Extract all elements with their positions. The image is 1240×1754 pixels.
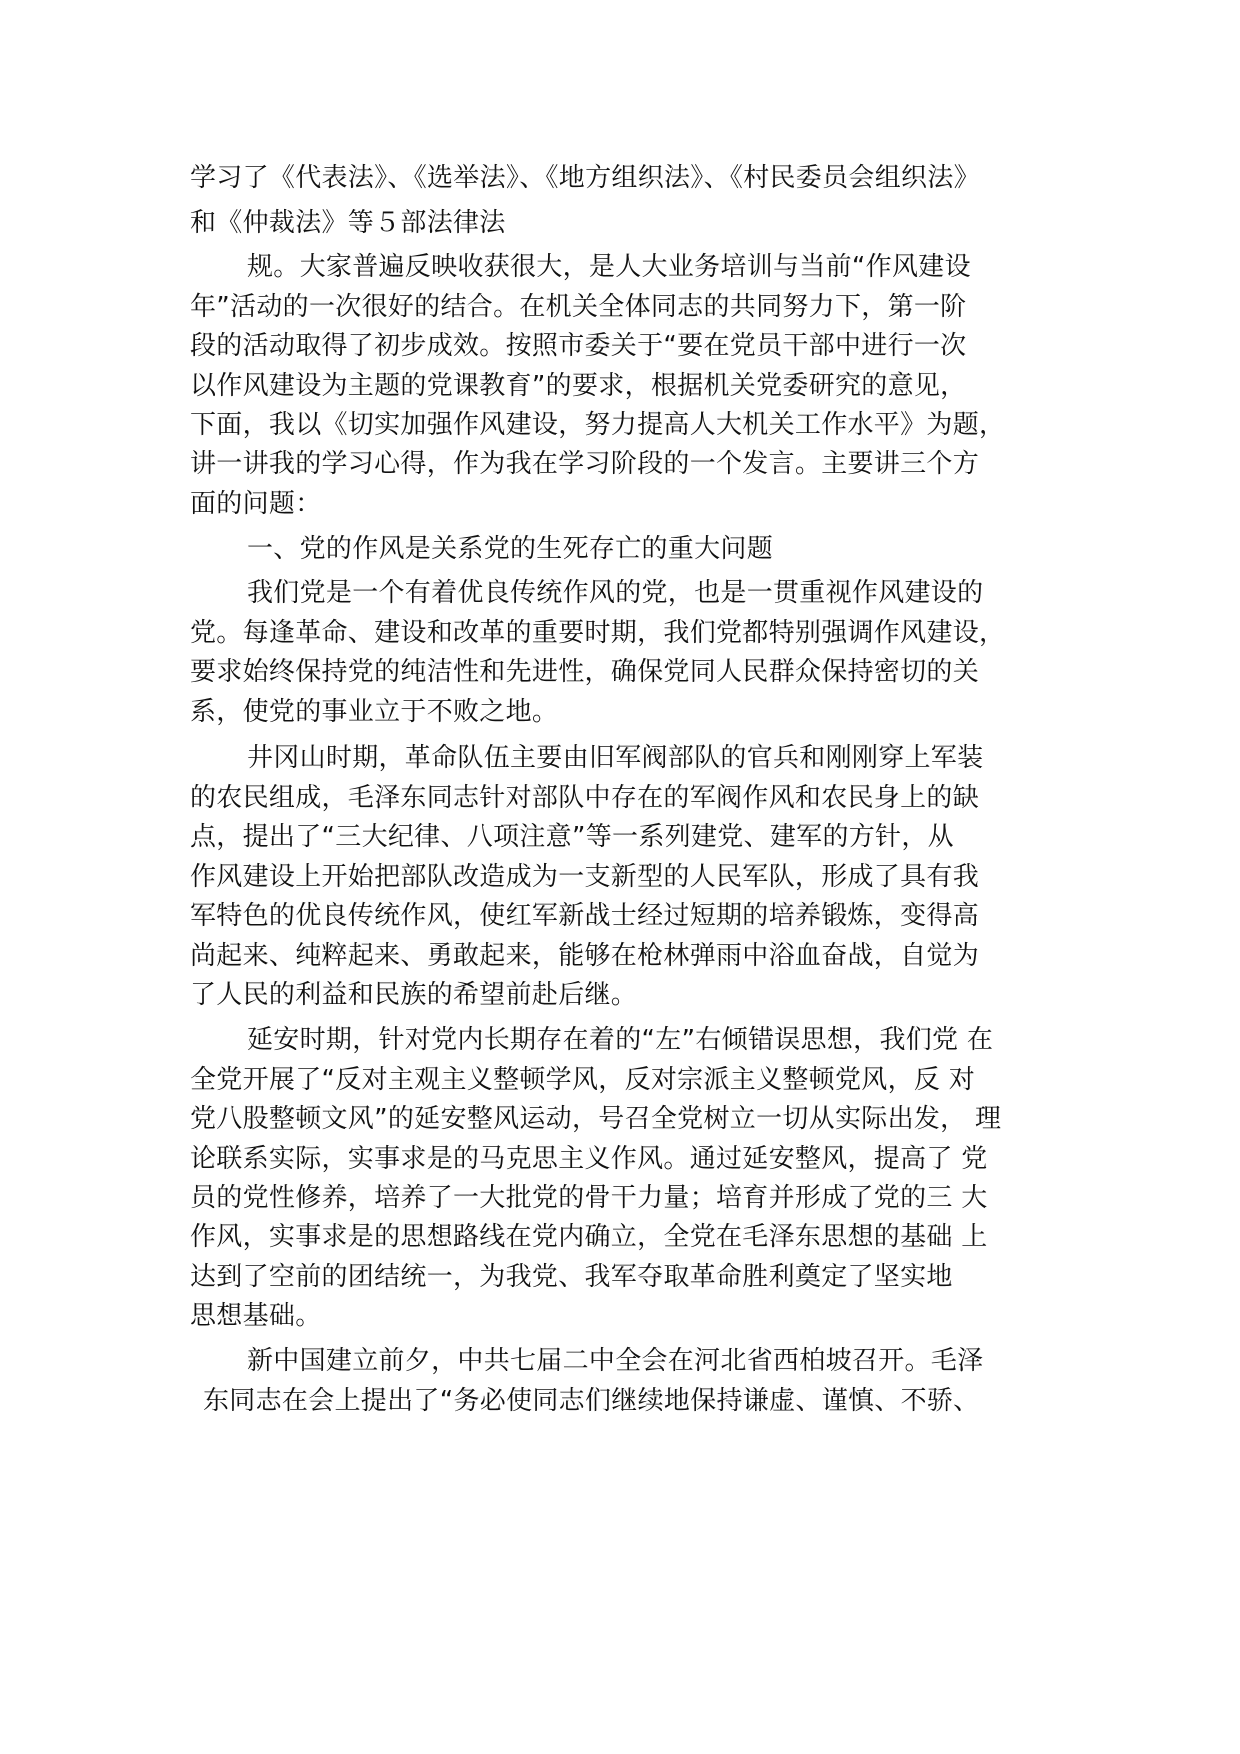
text-line: 党八股整顿文风”的延安整风运动，号召全党树立一切从实际出发， 理 bbox=[190, 1104, 1002, 1134]
text-line: 和《仲裁法》等５部法律法 bbox=[190, 208, 506, 238]
text-line: 的农民组成，毛泽东同志针对部队中存在的军阀作风和农民身上的缺 bbox=[190, 783, 980, 813]
text-line: 尚起来、纯粹起来、勇敢起来，能够在枪林弹雨中浴血奋战，自觉为 bbox=[190, 941, 980, 971]
text-line: 全党开展了“反对主观主义整顿学风，反对宗派主义整顿党风，反 对 bbox=[190, 1065, 976, 1095]
text-line: 东同志在会上提出了“务必使同志们继续地保持谦虚、谨慎、不骄、 bbox=[203, 1386, 980, 1416]
text-line: 要求始终保持党的纯洁性和先进性，确保党同人民群众保持密切的关 bbox=[190, 657, 980, 687]
text-line: 军特色的优良传统作风，使红军新战士经过短期的培养锻炼，变得高 bbox=[190, 901, 980, 931]
text-line: 点，提出了“三大纪律、八项注意”等一系列建党、建军的方针，从 bbox=[190, 822, 954, 852]
text-line: 作风建设上开始把部队改造成为一支新型的人民军队，形成了具有我 bbox=[190, 862, 980, 892]
text-line: 规。大家普遍反映收获很大，是人大业务培训与当前“作风建设 bbox=[247, 252, 971, 282]
text-line: 了人民的利益和民族的希望前赴后继。 bbox=[190, 980, 638, 1010]
text-line: 井冈山时期，革命队伍主要由旧军阀部队的官兵和刚刚穿上军装 bbox=[247, 743, 984, 773]
text-line: 思想基础。 bbox=[190, 1301, 322, 1331]
text-line: 学习了《代表法》、《选举法》、《地方组织法》、《村民委员会组织法》 bbox=[190, 163, 980, 193]
text-line: 讲一讲我的学习心得，作为我在学习阶段的一个发言。主要讲三个方 bbox=[190, 449, 980, 479]
text-line: 段的活动取得了初步成效。按照市委关于“要在党员干部中进行一次 bbox=[190, 331, 967, 361]
text-line: 新中国建立前夕，中共七届二中全会在河北省西柏坡召开。毛泽 bbox=[247, 1346, 984, 1376]
text-line: 下面，我以《切实加强作风建设，努力提高人大机关工作水平》为题， bbox=[190, 410, 1006, 440]
text-line: 我们党是一个有着优良传统作风的党，也是一贯重视作风建设的 bbox=[247, 578, 984, 608]
section-heading: 一、党的作风是关系党的生死存亡的重大问题 bbox=[247, 534, 774, 564]
text-line: 面的问题： bbox=[190, 489, 322, 519]
text-line: 年”活动的一次很好的结合。在机关全体同志的共同努力下，第一阶 bbox=[190, 292, 967, 322]
text-line: 论联系实际，实事求是的马克思主义作风。通过延安整风，提高了 党 bbox=[190, 1144, 988, 1174]
text-line: 以作风建设为主题的党课教育”的要求，根据机关党委研究的意见， bbox=[190, 371, 967, 401]
text-line: 延安时期，针对党内长期存在着的“左”右倾错误思想，我们党 在 bbox=[247, 1025, 994, 1055]
text-line: 员的党性修养，培养了一大批党的骨干力量；培育并形成了党的三 大 bbox=[190, 1183, 988, 1213]
text-line: 党。每逢革命、建设和改革的重要时期，我们党都特别强调作风建设， bbox=[190, 618, 1006, 648]
text-line: 系，使党的事业立于不败之地。 bbox=[190, 697, 559, 727]
text-line: 作风，实事求是的思想路线在党内确立，全党在毛泽东思想的基础 上 bbox=[190, 1222, 988, 1252]
text-line: 达到了空前的团结统一，为我党、我军夺取革命胜利奠定了坚实地 bbox=[190, 1262, 953, 1292]
